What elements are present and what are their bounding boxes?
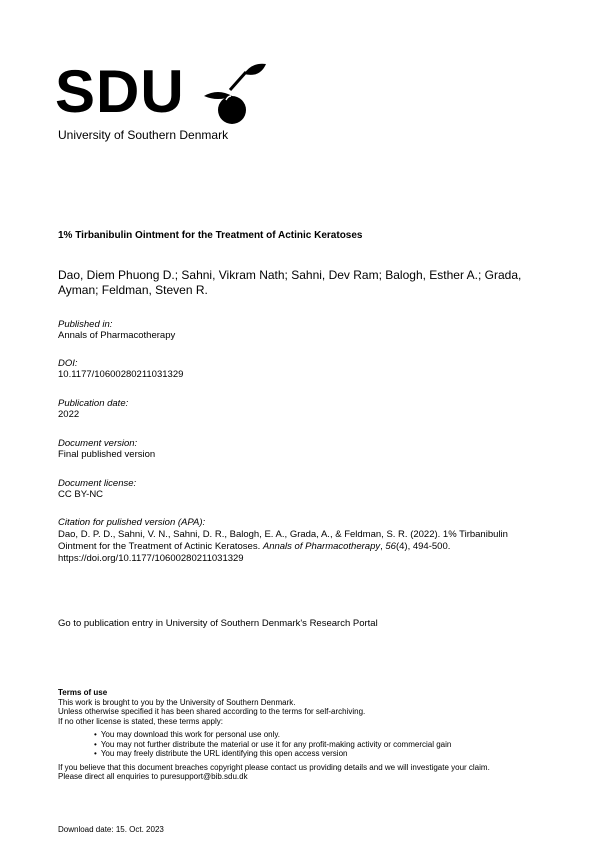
citation-part2: (4), 494-500. [395,541,451,552]
citation-volume: 56 [385,541,396,552]
sdu-logo-text: SDU [55,58,185,125]
doc-version-label: Document version: [58,438,138,449]
published-in-value: Annals of Pharmacotherapy [58,330,176,341]
terms-heading: Terms of use [58,688,108,697]
university-name: University of Southern Denmark [58,128,229,142]
terms-of-use [58,688,558,782]
citation-url[interactable]: https://doi.org/10.1177/10600280211031329 [58,553,244,564]
paper-title: 1% Tirbanibulin Ointment for the Treatment of Actinic Keratoses [58,230,363,241]
terms-line-3: If no other license is stated, these terms apply: [58,716,223,726]
published-in-block [58,319,175,341]
terms-line-2: Unless otherwise specified it has been shared according to the terms for self-archiving. [58,707,366,716]
doc-version-value: Final published version [58,449,156,460]
pub-date-value: 2022 [58,409,80,420]
terms-line-1: This work is brought to you by the University of Southern Denmark. [58,697,296,707]
terms-line-5: Please direct all enquiries to puresupport@bib.sdu.dk [58,772,248,781]
citation-block [58,517,548,565]
pub-date-label: Publication date: [58,398,129,409]
doc-license-value: CC BY-NC [58,489,104,500]
citation-part1: Dao, D. P. D., Sahni, V. N., Sahni, D. R., Balogh, E. A., Grada, A., & Feldman, S. R. (2022). 1% Tirbanibulin Ointment for the Treatment of Actinic Keratoses. [58,529,508,552]
doc-license-block [58,478,136,500]
research-portal-link[interactable]: Go to publication entry in University of Southern Denmark's Research Portal [58,618,378,629]
pub-date-block [58,398,128,420]
paper-authors: Dao, Diem Phuong D.; Sahni, Vikram Nath; Sahni, Dev Ram; Balogh, Esther A.; Grada, Ayman; Feldman, Steven R. [58,268,522,297]
citation-journal: Annals of Pharmacotherapy [262,541,381,552]
terms-bullets [58,730,558,759]
doc-license-label: Document license: [58,478,137,489]
terms-bullet: • You may not further distribute the material or use it for any profit-making activity or commercial gain [94,740,558,750]
doi-block [58,358,183,380]
published-in-label: Published in: [58,319,113,330]
terms-bullet: • You may freely distribute the URL identifying this open access version [94,749,558,759]
terms-line-4: If you believe that this document breaches copyright please contact us providing details and we will investigate your claim. [58,762,490,772]
download-date: Download date: 15. Oct. 2023 [58,825,164,834]
citation-label: Citation for pulished version (APA): [58,517,206,528]
doi-value: 10.1177/10600280211031329 [58,369,184,380]
doi-label: DOI: [58,358,78,369]
terms-bullet: • You may download this work for personal use only. [94,730,558,740]
apple-logo-icon [200,60,280,130]
citation-text [58,529,548,565]
doc-version-block [58,438,155,460]
citation-sep: , [380,541,386,552]
